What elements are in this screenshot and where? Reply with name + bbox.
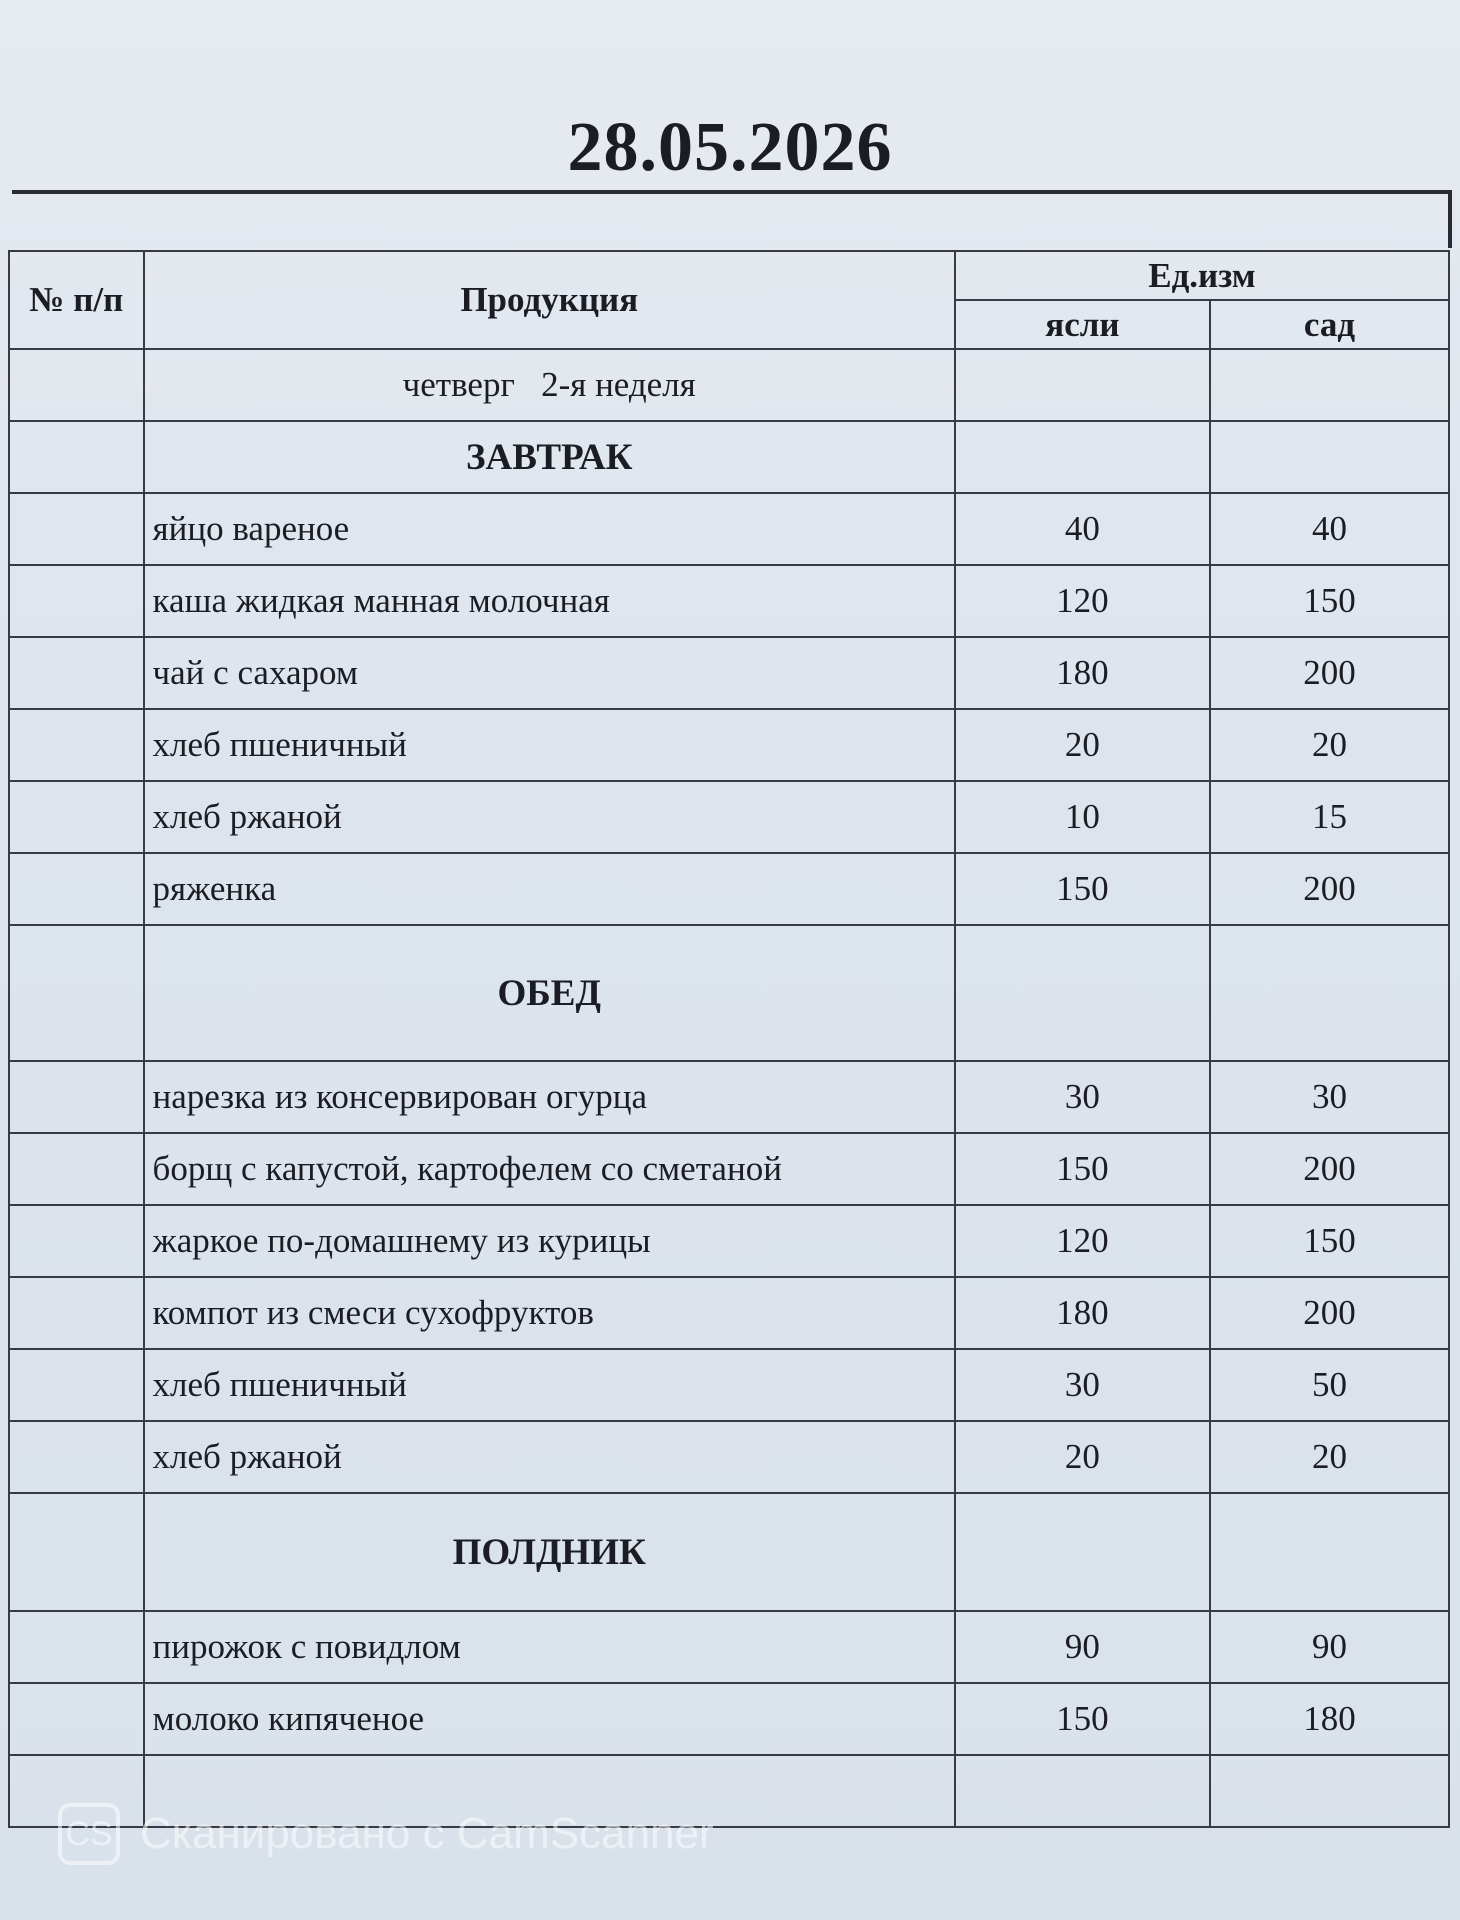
item-name: хлеб пшеничный bbox=[144, 1349, 955, 1421]
item-name: жаркое по-домашнему из курицы bbox=[144, 1205, 955, 1277]
item-garden: 200 bbox=[1210, 1133, 1449, 1205]
table-row bbox=[9, 637, 1449, 709]
item-name: хлеб пшеничный bbox=[144, 709, 955, 781]
item-nursery: 40 bbox=[955, 493, 1210, 565]
item-name: борщ с капустой, картофелем со сметаной bbox=[144, 1133, 955, 1205]
item-garden: 30 bbox=[1210, 1061, 1449, 1133]
top-rule bbox=[12, 190, 1452, 194]
table-row bbox=[9, 1421, 1449, 1493]
menu-table bbox=[8, 250, 1450, 1828]
section-row bbox=[9, 925, 1449, 1061]
table-row bbox=[9, 1133, 1449, 1205]
header-product: Продукция bbox=[144, 251, 955, 349]
item-name: компот из смеси сухофруктов bbox=[144, 1277, 955, 1349]
table-row bbox=[9, 1611, 1449, 1683]
subtitle-row bbox=[9, 349, 1449, 421]
table-row bbox=[9, 1683, 1449, 1755]
item-garden: 50 bbox=[1210, 1349, 1449, 1421]
item-nursery: 10 bbox=[955, 781, 1210, 853]
table-row bbox=[9, 853, 1449, 925]
item-name: нарезка из консервирован огурца bbox=[144, 1061, 955, 1133]
section-title: ПОЛДНИК bbox=[144, 1493, 955, 1611]
table-row bbox=[9, 1061, 1449, 1133]
item-nursery: 150 bbox=[955, 1683, 1210, 1755]
item-nursery: 20 bbox=[955, 1421, 1210, 1493]
item-garden: 90 bbox=[1210, 1611, 1449, 1683]
item-garden: 200 bbox=[1210, 853, 1449, 925]
item-name: ряженка bbox=[144, 853, 955, 925]
section-row bbox=[9, 1493, 1449, 1611]
item-garden: 200 bbox=[1210, 637, 1449, 709]
item-name: чай с сахаром bbox=[144, 637, 955, 709]
table-row bbox=[9, 781, 1449, 853]
item-nursery: 180 bbox=[955, 1277, 1210, 1349]
table-row bbox=[9, 565, 1449, 637]
header-row bbox=[9, 251, 1449, 300]
item-nursery: 30 bbox=[955, 1349, 1210, 1421]
item-nursery: 30 bbox=[955, 1061, 1210, 1133]
item-garden: 150 bbox=[1210, 1205, 1449, 1277]
item-garden: 200 bbox=[1210, 1277, 1449, 1349]
header-unit: Ед.изм bbox=[955, 251, 1449, 300]
table-row bbox=[9, 493, 1449, 565]
table-row bbox=[9, 1277, 1449, 1349]
item-garden: 150 bbox=[1210, 565, 1449, 637]
table-row bbox=[9, 1205, 1449, 1277]
item-garden: 20 bbox=[1210, 709, 1449, 781]
item-nursery: 90 bbox=[955, 1611, 1210, 1683]
section-title: ЗАВТРАК bbox=[144, 421, 955, 493]
item-garden: 20 bbox=[1210, 1421, 1449, 1493]
menu-date: 28.05.2026 bbox=[567, 109, 893, 186]
day-week-label: четверг 2-я неделя bbox=[144, 349, 955, 421]
top-rule-right bbox=[1448, 190, 1452, 248]
header-num: № п/п bbox=[9, 251, 144, 349]
camscanner-logo-icon: CS bbox=[58, 1803, 120, 1865]
table-row bbox=[9, 709, 1449, 781]
section-row bbox=[9, 421, 1449, 493]
item-nursery: 120 bbox=[955, 1205, 1210, 1277]
item-garden: 15 bbox=[1210, 781, 1449, 853]
item-nursery: 120 bbox=[955, 565, 1210, 637]
item-name: пирожок с повидлом bbox=[144, 1611, 955, 1683]
table-row bbox=[9, 1349, 1449, 1421]
item-name: молоко кипяченое bbox=[144, 1683, 955, 1755]
item-garden: 180 bbox=[1210, 1683, 1449, 1755]
header-garden: сад bbox=[1210, 300, 1449, 349]
item-nursery: 20 bbox=[955, 709, 1210, 781]
header-nursery: ясли bbox=[955, 300, 1210, 349]
item-name: хлеб ржаной bbox=[144, 781, 955, 853]
item-nursery: 150 bbox=[955, 1133, 1210, 1205]
item-name: каша жидкая манная молочная bbox=[144, 565, 955, 637]
watermark-text: Сканировано с CamScanner bbox=[140, 1809, 714, 1858]
section-title: ОБЕД bbox=[144, 925, 955, 1061]
item-name: яйцо вареное bbox=[144, 493, 955, 565]
item-nursery: 180 bbox=[955, 637, 1210, 709]
item-name: хлеб ржаной bbox=[144, 1421, 955, 1493]
item-nursery: 150 bbox=[955, 853, 1210, 925]
camscanner-watermark bbox=[58, 1803, 714, 1865]
item-garden: 40 bbox=[1210, 493, 1449, 565]
